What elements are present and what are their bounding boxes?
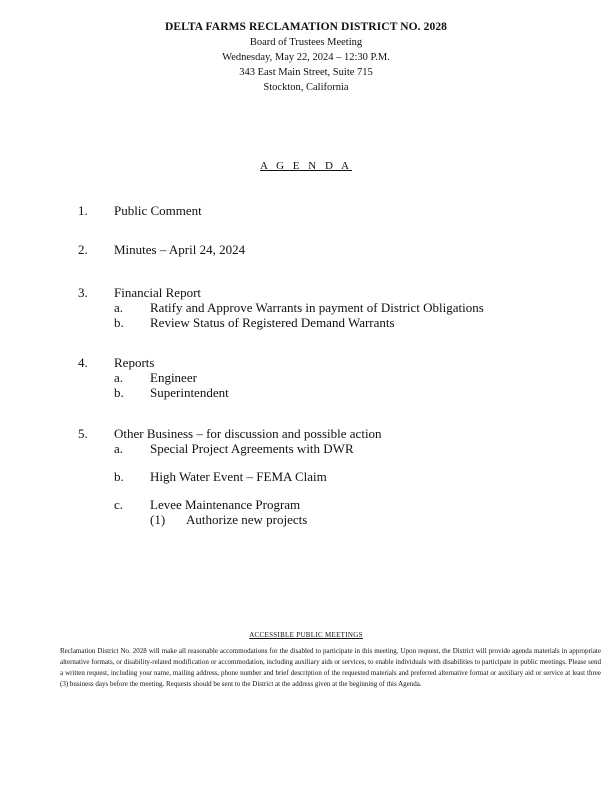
sub-item-letter: a.: [114, 370, 124, 385]
sub-item-text: Review Status of Registered Demand Warrants: [150, 315, 395, 330]
accessibility-notice-body: Reclamation District No. 2028 will make all reasonable accommodations for the disabled to participate in this meeting. Upon request, the District will provide agenda materials in appropriate alternative formats, or disability-related modification or accommodation, including auxiliary aids or services, to enable individuals with disabilities to participate in public meetings. Please send a written request, including your name, mailing address, phone number and brief description of the requested materials and preferred alternative format or auxiliary aid or service at least three (3) business days before the meeting. Requests should be sent to the District at the address given at the beginning of this Agenda.: [60, 647, 601, 688]
sub-item-letter: a.: [114, 300, 124, 315]
item-number: 2.: [78, 242, 88, 257]
sub-item-text: Superintendent: [150, 385, 229, 400]
item-title: Public Comment: [114, 203, 202, 218]
item-number: 5.: [78, 426, 88, 441]
sub-item-text: Special Project Agreements with DWR: [150, 441, 354, 456]
sub-item-letter: b.: [114, 385, 124, 400]
meeting-address: 343 East Main Street, Suite 715: [239, 67, 373, 78]
item-title: Other Business – for discussion and possible action: [114, 426, 382, 441]
sub-item-letter: b.: [114, 315, 124, 330]
sub-item-text: Engineer: [150, 370, 197, 385]
item-title: Financial Report: [114, 285, 202, 300]
meeting-type: Board of Trustees Meeting: [249, 37, 363, 48]
document-header: [0, 20, 612, 95]
sub-item-letter: b.: [114, 469, 124, 484]
meeting-city: Stockton, California: [263, 82, 349, 93]
sub-sub-item-text: Authorize new projects: [186, 512, 308, 527]
sub-item-letter: a.: [114, 441, 124, 456]
sub-item-text: Ratify and Approve Warrants in payment of District Obligations: [150, 300, 484, 315]
meeting-datetime: Wednesday, May 22, 2024 – 12:30 P.M.: [222, 52, 390, 63]
sub-item-letter: c.: [114, 497, 124, 512]
item-title: Minutes – April 24, 2024: [114, 242, 246, 257]
sub-item-text: Levee Maintenance Program: [150, 497, 301, 512]
item-title: Reports: [114, 355, 155, 370]
item-number: 4.: [78, 355, 88, 370]
agenda-title: A G E N D A: [260, 160, 352, 172]
accessibility-notice-title: ACCESSIBLE PUBLIC MEETINGS: [249, 631, 363, 639]
sub-item-text: High Water Event – FEMA Claim: [150, 469, 327, 484]
item-number: 1.: [78, 203, 88, 218]
sub-sub-item-number: (1): [150, 512, 166, 527]
district-name: DELTA FARMS RECLAMATION DISTRICT NO. 2028: [164, 21, 448, 33]
item-number: 3.: [78, 285, 88, 300]
